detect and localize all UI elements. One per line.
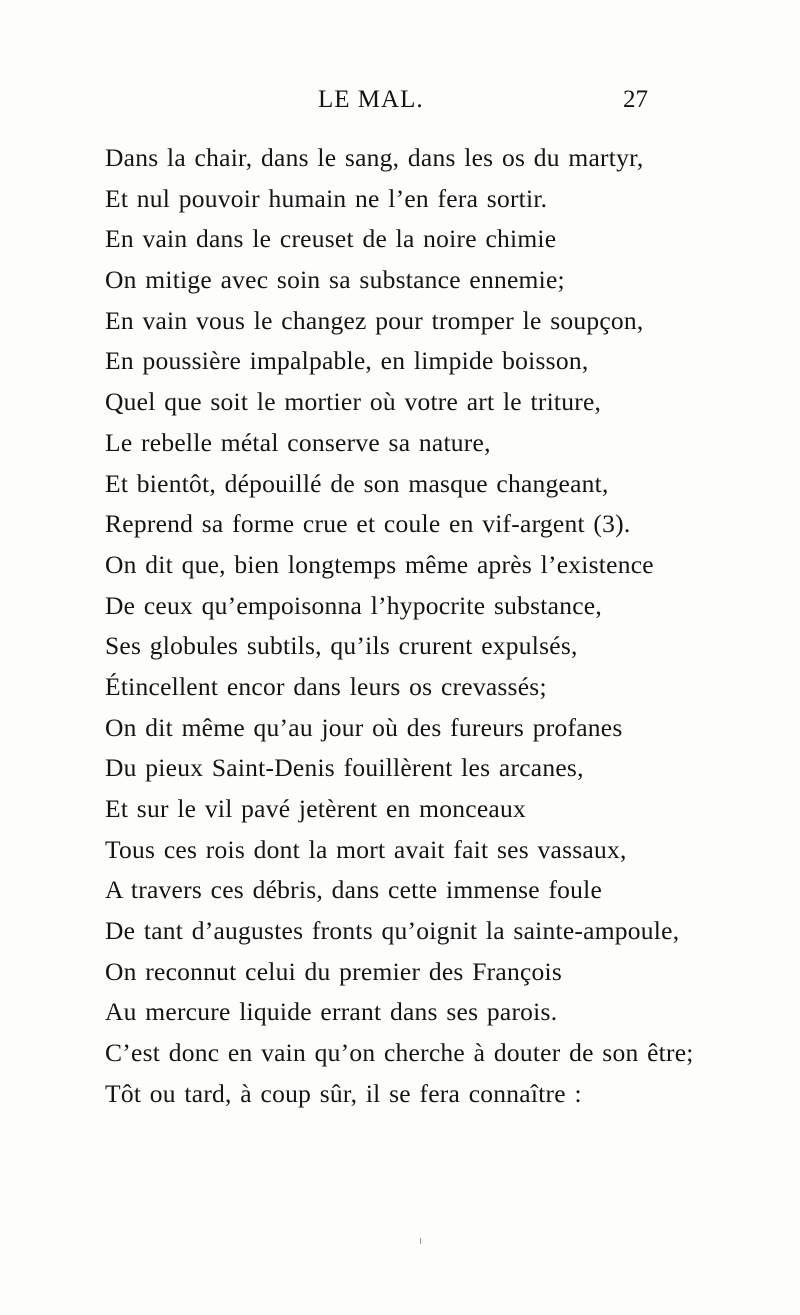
poem-body (105, 138, 795, 1115)
verse-line: Tous ces rois dont la mort avait fait ses vassaux, (105, 834, 627, 864)
verse-line: Le rebelle métal conserve sa nature, (105, 427, 491, 457)
verse-line: Tôt ou tard, à coup sûr, il se fera connaître : (105, 1078, 582, 1108)
verse-line: C’est donc en vain qu’on cherche à douter de son être; (105, 1038, 694, 1068)
running-title: LE MAL. (318, 86, 424, 113)
verse-line: Ses globules subtils, qu’ils crurent expulsés, (105, 631, 578, 661)
verse-line: En poussière impalpable, en limpide boisson, (105, 346, 589, 376)
verse-line: Au mercure liquide errant dans ses parois. (105, 997, 558, 1027)
page-number: 27 (623, 86, 648, 113)
verse-line: On dit même qu’au jour où des fureurs profanes (105, 712, 623, 742)
verse-line: En vain dans le creuset de la noire chimie (105, 224, 557, 254)
verse-line: A travers ces débris, dans cette immense foule (105, 875, 603, 905)
verse-line: En vain vous le changez pour tromper le soupçon, (105, 305, 644, 335)
print-speck (420, 1238, 421, 1244)
verse-line: Et sur le vil pavé jetèrent en monceaux (105, 794, 526, 823)
verse-line: On mitige avec soin sa substance ennemie; (105, 265, 565, 295)
verse-line: De tant d’augustes fronts qu’oignit la sainte-ampoule, (105, 916, 680, 946)
verse-line: On reconnut celui du premier des François (105, 956, 563, 986)
verse-line: Reprend sa forme crue et coule en vif-argent (3). (105, 509, 631, 539)
verse-line: Et nul pouvoir humain ne l’en fera sortir. (105, 183, 548, 213)
verse-line: Du pieux Saint-Denis fouillèrent les arcanes, (105, 753, 584, 783)
verse-line: De ceux qu’empoisonna l’hypocrite substance, (105, 590, 602, 620)
verse-line: Dans la chair, dans le sang, dans les os du martyr, (105, 143, 644, 172)
verse-line: Et bientôt, dépouillé de son masque changeant, (105, 468, 609, 498)
running-head (318, 86, 648, 120)
verse-line: On dit que, bien longtemps même après l’existence (105, 549, 654, 579)
verse-line: Quel que soit le mortier où votre art le triture, (105, 387, 602, 417)
verse-line: Étincellent encor dans leurs os crevassés; (105, 671, 547, 701)
